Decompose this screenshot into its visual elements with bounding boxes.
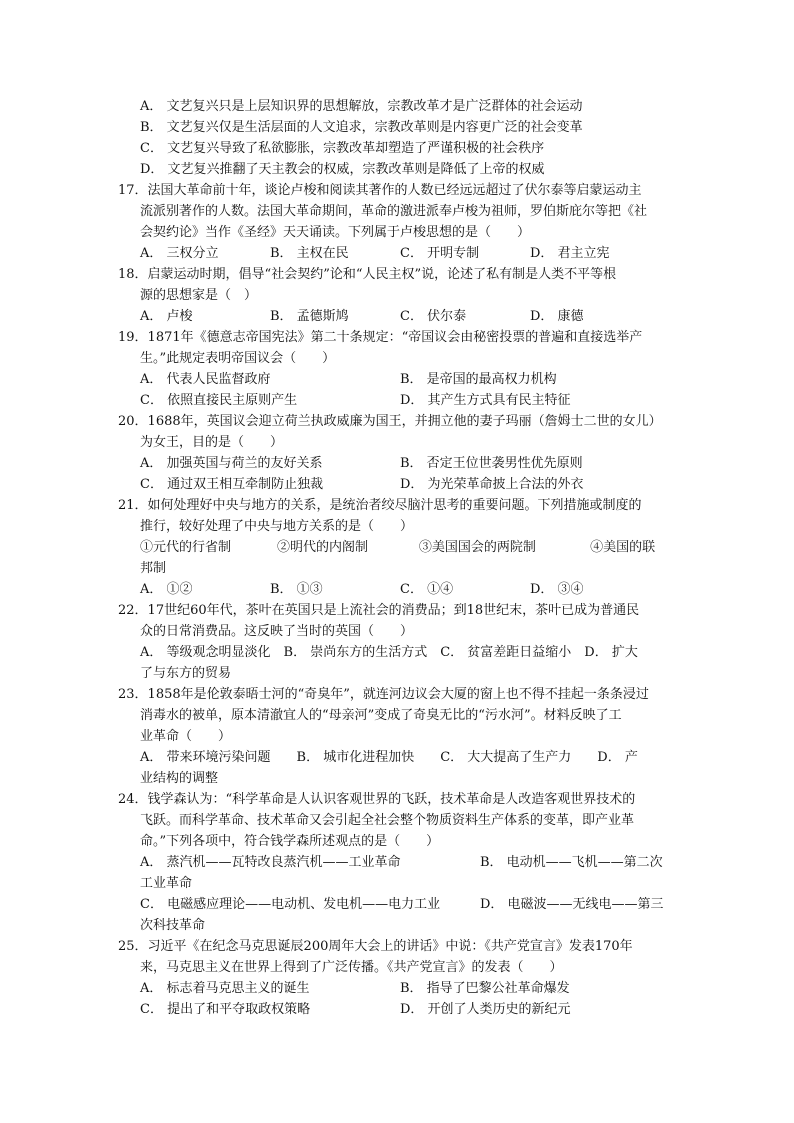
q24-stem-line-2: 飞跃。而科学革命、技术革命又会引起全社会整个物质资料生产体系的变革，即产业革 bbox=[140, 813, 635, 828]
q24-option-d: D． 电磁波——无线电——第三 bbox=[480, 897, 664, 912]
q17-options bbox=[118, 243, 688, 264]
q18-option-a: A． 卢梭 bbox=[140, 309, 193, 324]
q18-stem-line-1: 18．启蒙运动时期，倡导“社会契约”论和“人民主权”说，论述了私有制是人类不平等根 bbox=[118, 267, 617, 282]
q23-stem-line-1: 23．1858年是伦敦泰晤士河的“奇臭年”，就连河边议会大厦的窗上也不得不挂起一条条浸过 bbox=[118, 687, 649, 702]
q24-option-c: C． 电磁感应理论——电动机、发电机——电力工业 bbox=[140, 897, 441, 912]
q20-option-d: D． 为光荣革命披上合法的外衣 bbox=[400, 477, 584, 492]
q25-option-a: A． 标志着马克思主义的诞生 bbox=[140, 981, 310, 996]
q16-option-c: C． 文艺复兴导致了私欲膨胀，宗教改革却塑造了严谨积极的社会秩序 bbox=[140, 141, 545, 156]
q19-stem-line-1: 19．1871年《德意志帝国宪法》第二十条规定：“帝国议会由秘密投票的普遍和直接选举产 bbox=[118, 330, 643, 345]
q21-stem-line-2: 推行，较好处理了中央与地方关系的是（ ） bbox=[140, 519, 414, 534]
q21-items bbox=[118, 537, 688, 558]
q21-item-1: ①元代的行省制 bbox=[140, 540, 232, 555]
q17-stem-line-2: 流派别著作的人数。法国大革命期间，革命的激进派奉卢梭为祖师，罗伯斯庇尔等把《社 bbox=[140, 204, 648, 219]
q19-options-row-2 bbox=[118, 390, 688, 411]
q21-item-4: ④美国的联 bbox=[590, 540, 656, 555]
q21-option-c: C． ①④ bbox=[400, 582, 454, 597]
q19-option-d: D． 其产生方式具有民主特征 bbox=[400, 393, 571, 408]
q22-stem-line-2: 众的日常消费品。这反映了当时的英国（ ） bbox=[140, 624, 414, 639]
q20-options-row-2 bbox=[118, 474, 688, 495]
q21-items-tail: 邦制 bbox=[140, 561, 167, 576]
q21-option-a: A． ①② bbox=[140, 582, 193, 597]
q20-option-a: A． 加强英国与荷兰的友好关系 bbox=[140, 456, 323, 471]
q25-stem-line-1: 25．习近平《在纪念马克思诞辰200周年大会上的讲话》中说：《共产党宣言》发表170年 bbox=[118, 939, 633, 954]
q25-options-row-1 bbox=[118, 978, 688, 999]
q21-item-2: ②明代的内阁制 bbox=[277, 540, 369, 555]
q23-options-tail: 业结构的调整 bbox=[140, 771, 219, 786]
q22-options-line: A． 等级观念明显淡化 B． 崇尚东方的生活方式 C． 贫富差距日益缩小 D． 扩大 bbox=[140, 645, 638, 660]
q21-option-b: B． ①③ bbox=[270, 582, 323, 597]
q20-option-b: B． 否定王位世袭男性优先原则 bbox=[400, 456, 583, 471]
q24-options-row-2 bbox=[118, 894, 688, 915]
q25-option-b: B． 指导了巴黎公社革命爆发 bbox=[400, 981, 570, 996]
q19-stem-line-2: 生。”此规定表明帝国议会（ ） bbox=[140, 351, 336, 366]
q25-option-c: C． 提出了和平夺取政权策略 bbox=[140, 1002, 311, 1017]
q17-option-a: A． 三权分立 bbox=[140, 246, 219, 261]
q24-stem-line-3: 命。”下列各项中，符合钱学森所述观点的是（ ） bbox=[140, 834, 440, 849]
q24-stem-line-1: 24．钱学森认为：“科学革命是人认识客观世界的飞跃，技术革命是人改造客观世界技术的 bbox=[118, 792, 636, 807]
q22-options-tail: 了与东方的贸易 bbox=[140, 666, 232, 681]
q16-option-d: D． 文艺复兴推翻了天主教会的权威，宗教改革则是降低了上帝的权威 bbox=[140, 162, 545, 177]
q18-options bbox=[118, 306, 688, 327]
q24-option-d-tail: 次科技革命 bbox=[140, 918, 206, 933]
q20-options-row-1 bbox=[118, 453, 688, 474]
q17-stem-line-1: 17．法国大革命前十年，谈论卢梭和阅读其著作的人数已经远远超过了伏尔泰等启蒙运动主 bbox=[118, 183, 642, 198]
q17-option-d: D． 君主立宪 bbox=[530, 246, 610, 261]
q24-option-b-tail: 工业革命 bbox=[140, 876, 193, 891]
q17-option-b: B． 主权在民 bbox=[270, 246, 349, 261]
q19-option-a: A． 代表人民监督政府 bbox=[140, 372, 271, 387]
q19-option-c: C． 依照直接民主原则产生 bbox=[140, 393, 298, 408]
q22-stem-line-1: 22．17世纪60年代，茶叶在英国只是上流社会的消费品；到18世纪末，茶叶已成为普通民 bbox=[118, 603, 640, 618]
q19-options-row-1 bbox=[118, 369, 688, 390]
q16-option-a: A． 文艺复兴只是上层知识界的思想解放，宗教改革才是广泛群体的社会运动 bbox=[140, 99, 583, 114]
q20-stem-line-2: 为女王，目的是（ ） bbox=[140, 435, 284, 450]
q25-stem-line-2: 来，马克思主义在世界上得到了广泛传播。《共产党宣言》的发表（ ） bbox=[140, 960, 563, 975]
q17-stem-line-3: 会契约论》当作《圣经》天天诵读。下列属于卢梭思想的是（ ） bbox=[140, 225, 531, 240]
q21-options bbox=[118, 579, 688, 600]
q21-item-3: ③美国国会的两院制 bbox=[418, 540, 536, 555]
q23-stem-line-3: 业革命（ ） bbox=[140, 729, 232, 744]
q25-options-row-2 bbox=[118, 999, 688, 1020]
q25-option-d: D． 开创了人类历史的新纪元 bbox=[400, 1002, 571, 1017]
q24-options-row-1 bbox=[118, 852, 688, 873]
q24-option-a: A． 蒸汽机——瓦特改良蒸汽机——工业革命 bbox=[140, 855, 401, 870]
q16-option-b: B． 文艺复兴仅是生活层面的人文追求，宗教改革则是内容更广泛的社会变革 bbox=[140, 120, 583, 135]
q18-option-d: D． 康德 bbox=[530, 309, 584, 324]
q21-stem-line-1: 21．如何处理好中央与地方的关系，是统治者绞尽脑汁思考的重要问题。下列措施或制度的 bbox=[118, 498, 642, 513]
q20-stem-line-1: 20．1688年，英国议会迎立荷兰执政威廉为国王，并拥立他的妻子玛丽（詹姆士二世的女儿） bbox=[118, 414, 662, 429]
q21-option-d: D． ③④ bbox=[530, 582, 584, 597]
q23-stem-line-2: 消毒水的被单，原本清澈宜人的“母亲河”变成了奇臭无比的“污水河”。材料反映了工 bbox=[140, 708, 622, 723]
q18-stem-line-2: 源的思想家是（ ） bbox=[140, 288, 258, 303]
q18-option-c: C． 伏尔泰 bbox=[400, 309, 467, 324]
q24-option-b: B． 电动机——飞机——第二次 bbox=[480, 855, 663, 870]
q20-option-c: C． 通过双王相互牵制防止独裁 bbox=[140, 477, 324, 492]
question-list bbox=[118, 96, 688, 1020]
q17-option-c: C． 开明专制 bbox=[400, 246, 480, 261]
q23-options-line: A． 带来环境污染问题 B． 城市化进程加快 C． 大大提高了生产力 D． 产 bbox=[140, 750, 638, 765]
q18-option-b: B． 孟德斯鸠 bbox=[270, 309, 349, 324]
q19-option-b: B． 是帝国的最高权力机构 bbox=[400, 372, 557, 387]
